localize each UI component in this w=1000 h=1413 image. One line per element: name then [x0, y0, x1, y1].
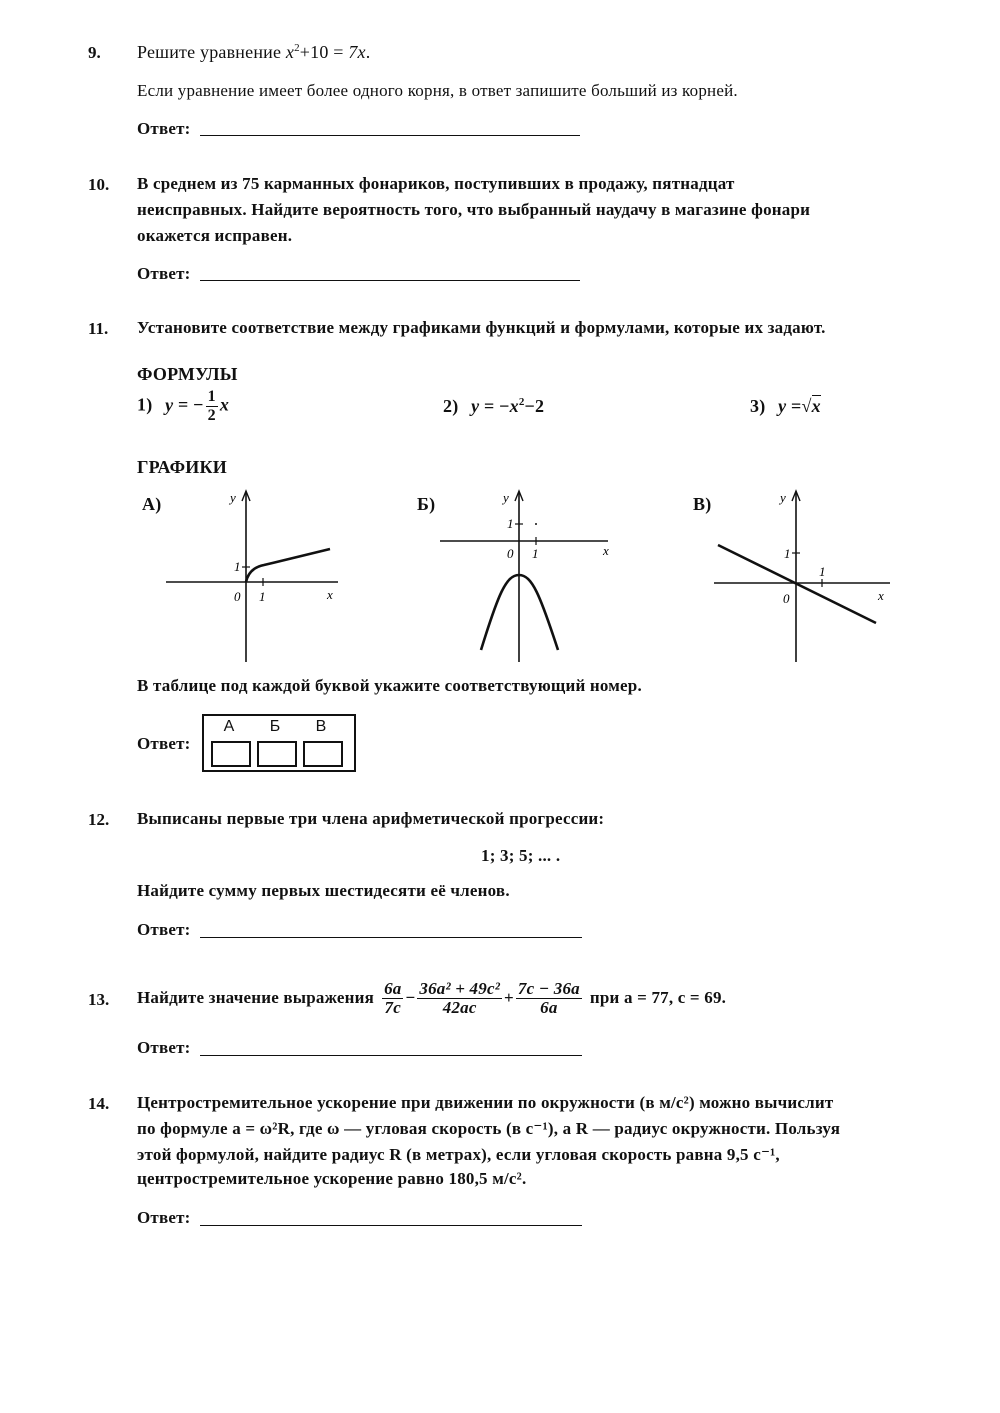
graph-b-x-label: x: [603, 543, 609, 558]
op2: +: [504, 988, 514, 1007]
answer-cell-v[interactable]: [303, 741, 343, 767]
formula-1-den: 2: [207, 407, 216, 424]
graph-a-zero: 0: [234, 589, 241, 604]
task-14-answer-label: Ответ:: [137, 1208, 191, 1227]
formula-1-label: 1): [137, 394, 153, 415]
formula-1-num: 1: [207, 388, 216, 405]
task-12-prompt: Выписаны первые три члена арифметической прогрессии:: [137, 809, 605, 828]
formula-1: [137, 388, 229, 425]
task-14-line1: Центростремительное ускорение при движении по окружности (в м/с²) можно вычислит: [137, 1093, 834, 1112]
formula-2-eq: = −: [484, 396, 510, 416]
graph-label-b: Б): [417, 494, 436, 514]
task-13-tail: при a = 77, c = 69.: [589, 988, 727, 1007]
frac2-num: 36a² + 49c²: [419, 978, 501, 998]
task-9-sup: 2: [294, 42, 300, 54]
task-14-line4: центростремительное ускорение равно 180,5 м/с².: [137, 1169, 527, 1188]
formula-3-var: x: [811, 396, 821, 416]
task-12-answer-line[interactable]: [200, 937, 582, 938]
task-14-line3: этой формулой, найдите радиус R (в метрах), если угловая скорость равна 9,5 с⁻¹,: [137, 1145, 780, 1164]
graph-b-one-x: 1: [532, 546, 539, 561]
graphs-heading: ГРАФИКИ: [137, 457, 227, 477]
task-13-number: 13.: [88, 990, 110, 1009]
task-9-answer-line[interactable]: [200, 135, 580, 136]
formulas-heading: ФОРМУЛЫ: [137, 364, 238, 384]
graph-a-one-x: 1: [259, 589, 266, 604]
graph-b-y-label: y: [503, 490, 509, 505]
formula-1-eq: = −: [178, 394, 204, 415]
task-9-answer-label: Ответ:: [137, 119, 191, 138]
answer-header-a: А: [223, 718, 235, 735]
task-12-question: Найдите сумму первых шестидесяти её членов.: [137, 881, 510, 900]
graph-v: [710, 485, 900, 667]
graph-b: [436, 485, 626, 667]
formula-2-sup: 2: [518, 396, 525, 408]
formula-2-label: 2): [443, 396, 459, 416]
answer-table: [202, 714, 356, 772]
task-10-number: 10.: [88, 175, 110, 194]
task-9-number: 9.: [88, 43, 101, 62]
task-14-line2: по формуле a = ω²R, где ω — угловая скорость (в с⁻¹), а R — радиус окружности. Пользуя: [137, 1119, 841, 1138]
graph-v-y-label: y: [780, 490, 786, 505]
graph-a: [160, 485, 350, 667]
task-10-line2: неисправных. Найдите вероятность того, что выбранный наудачу в магазине фонари: [137, 200, 811, 219]
task-10-answer-label: Ответ:: [137, 264, 191, 283]
graph-a-y-label: y: [230, 490, 236, 505]
task-13-answer-line[interactable]: [200, 1055, 582, 1056]
task-9-prompt: [137, 42, 370, 63]
task-11-table-instruction: В таблице под каждой буквой укажите соответствующий номер.: [137, 676, 642, 695]
formula-2-lhs: y: [471, 396, 480, 416]
task-13-lead: Найдите значение выражения: [137, 988, 375, 1007]
formula-3-lhs: y: [778, 396, 787, 416]
graph-v-x-label: x: [878, 588, 884, 603]
graph-b-zero: 0: [507, 546, 514, 561]
task-10-answer-line[interactable]: [200, 280, 580, 281]
graph-a-curve: [246, 549, 330, 582]
task-9-rhs: 7x: [348, 42, 366, 62]
graph-v-line: [718, 545, 876, 623]
frac3-num: 7c − 36a: [517, 978, 580, 998]
graph-v-zero: 0: [783, 591, 790, 606]
task-13-answer-label: Ответ:: [137, 1038, 191, 1057]
task-10-line1: В среднем из 75 карманных фонариков, поступивших в продажу, пятнадцат: [137, 174, 735, 193]
answer-cell-b[interactable]: [257, 741, 297, 767]
task-14-answer-line[interactable]: [200, 1225, 582, 1226]
graph-v-one-y: 1: [784, 546, 791, 561]
task-10-line3: окажется исправен.: [137, 226, 293, 245]
graph-b-one-y: 1: [507, 516, 514, 531]
formula-1-lhs: y: [165, 394, 174, 415]
task-9-lead: Решите уравнение: [137, 42, 282, 62]
sqrt-icon: √: [801, 396, 812, 416]
task-12-sequence: 1; 3; 5; ... .: [481, 846, 561, 865]
task-11-number: 11.: [88, 319, 109, 338]
formula-2: [443, 396, 544, 417]
answer-header-b: Б: [269, 718, 281, 735]
formula-3: [750, 396, 821, 417]
op1: −: [405, 988, 416, 1007]
graph-a-one-y: 1: [234, 559, 241, 574]
task-11-prompt: Установите соответствие между графиками функций и формулами, которые их задают.: [137, 318, 826, 337]
task-9-plus: +10 =: [299, 42, 344, 62]
task-13-expression: [137, 972, 726, 1024]
frac1-num: 6a: [384, 978, 402, 998]
graph-label-a: А): [142, 494, 162, 514]
frac1-den: 7c: [384, 997, 401, 1017]
answer-cell-a[interactable]: [211, 741, 251, 767]
formula-3-eq: =: [791, 396, 802, 416]
task-11-answer-label: Ответ:: [137, 734, 191, 753]
formula-1-var: x: [219, 394, 230, 415]
frac3-den: 6a: [540, 997, 558, 1017]
formula-3-label: 3): [750, 396, 766, 416]
task-9-note: Если уравнение имеет более одного корня, в ответ запишите больший из корней.: [137, 81, 738, 100]
task-9-x: x: [285, 42, 295, 62]
task-12-number: 12.: [88, 810, 110, 829]
formula-2-var: x: [509, 396, 519, 416]
frac2-den: 42ac: [442, 997, 477, 1017]
graph-label-v: В): [693, 494, 712, 514]
task-12-answer-label: Ответ:: [137, 920, 191, 939]
graph-a-x-label: x: [327, 587, 333, 602]
task-14-number: 14.: [88, 1094, 110, 1113]
graph-v-one-x: 1: [819, 564, 826, 579]
formula-2-tail: −2: [524, 396, 545, 416]
answer-header-v: В: [315, 718, 327, 735]
task-9-dot: .: [365, 42, 371, 62]
